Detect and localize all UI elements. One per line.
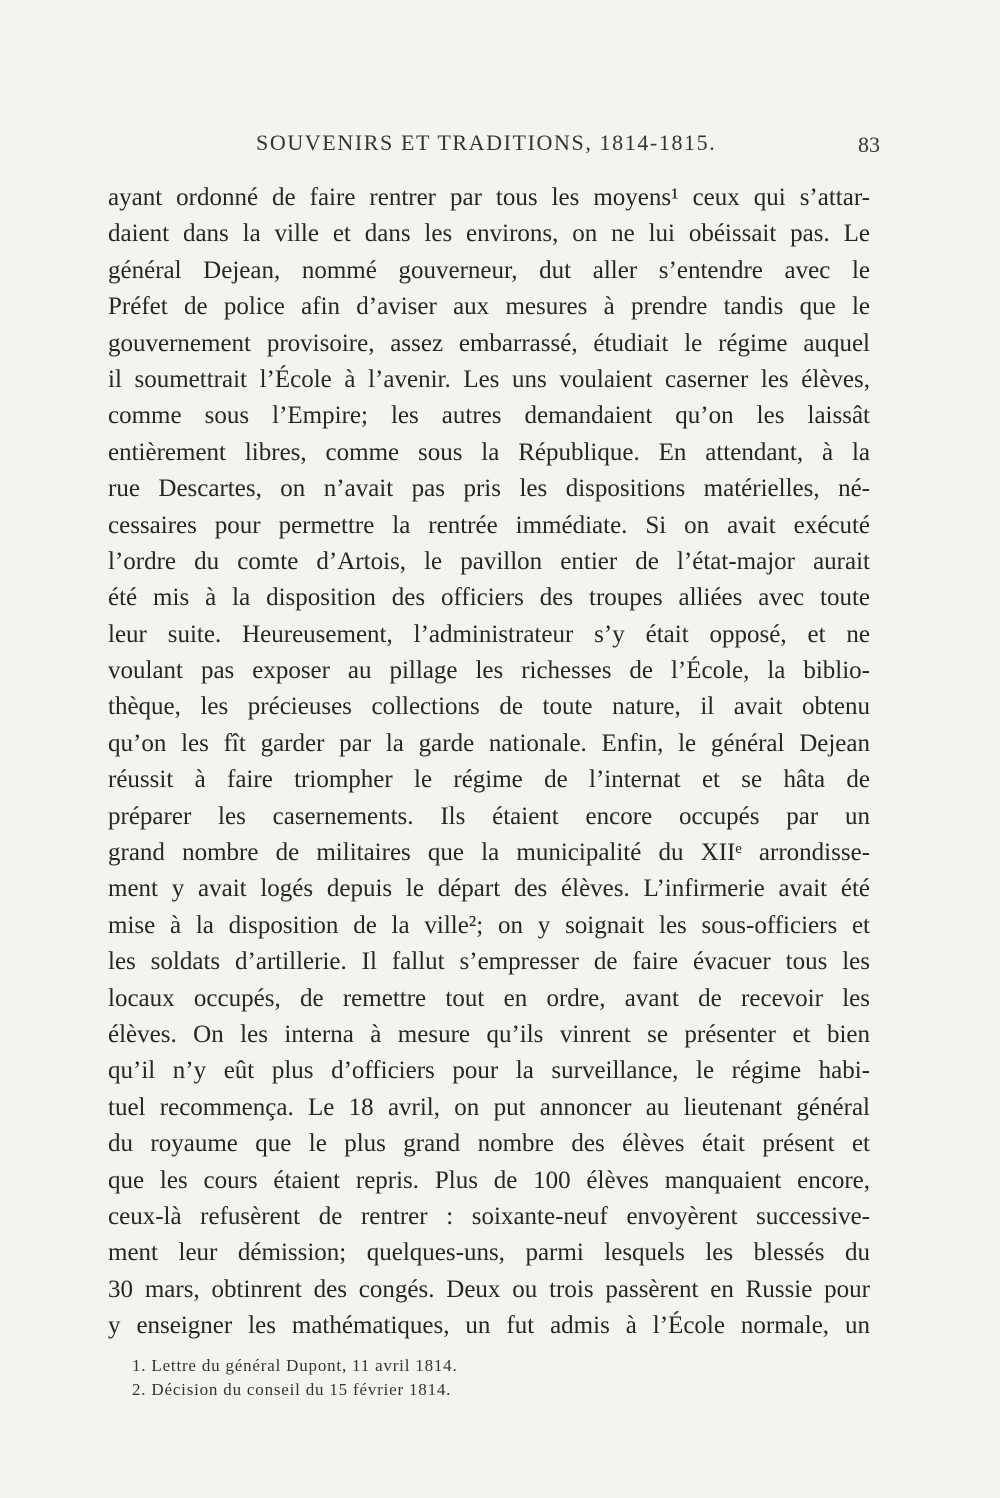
text-line: préparer les casernements. Ils étaient encore occupés par un bbox=[108, 802, 870, 830]
text-line: ayant ordonné de faire rentrer par tous les moyens¹ ceux qui s’attar- bbox=[108, 184, 870, 211]
body-text bbox=[108, 180, 870, 1345]
text-line: du royaume que le plus grand nombre des élèves était présent et bbox=[108, 1130, 870, 1158]
text-line: élèves. On les interna à mesure qu’ils vinrent se présenter et bien bbox=[108, 1020, 870, 1048]
text-line: réussit à faire triompher le régime de l’internat et se hâta de bbox=[108, 766, 870, 794]
text-line: qu’on les fît garder par la garde nationale. Enfin, le général Dejean bbox=[108, 729, 870, 757]
text-line: que les cours étaient repris. Plus de 100 élèves manquaient encore, bbox=[108, 1166, 870, 1194]
text-line: général Dejean, nommé gouverneur, dut aller s’entendre avec le bbox=[108, 256, 870, 284]
text-line: mise à la disposition de la ville²; on y soignait les sous-officiers et bbox=[108, 911, 870, 939]
running-title: SOUVENIRS ET TRADITIONS, 1814-1815. bbox=[256, 130, 717, 155]
text-line: rue Descartes, on n’avait pas pris les dispositions matérielles, né- bbox=[108, 475, 870, 503]
text-line: tuel recommença. Le 18 avril, on put annoncer au lieutenant général bbox=[108, 1093, 870, 1121]
text-line: gouvernement provisoire, assez embarrassé, étudiait le régime auquel bbox=[108, 329, 870, 357]
footnote-1: 1. Lettre du général Dupont, 11 avril 1814. bbox=[132, 1356, 458, 1375]
text-line: leur suite. Heureusement, l’administrateur s’y était opposé, et ne bbox=[108, 620, 870, 648]
text-line: il soumettrait l’École à l’avenir. Les uns voulaient caserner les élèves, bbox=[108, 365, 870, 393]
text-line: été mis à la disposition des officiers des troupes alliées avec toute bbox=[108, 584, 870, 612]
text-line: ceux-là refusèrent de rentrer : soixante-neuf envoyèrent successive- bbox=[108, 1202, 870, 1230]
text-line: 30 mars, obtinrent des congés. Deux ou trois passèrent en Russie pour bbox=[108, 1275, 870, 1303]
page-header bbox=[108, 130, 880, 162]
text-line: comme sous l’Empire; les autres demandaient qu’on les laissât bbox=[108, 402, 870, 430]
text-line: qu’il n’y eût plus d’officiers pour la surveillance, le régime habi- bbox=[108, 1057, 870, 1085]
text-line: thèque, les précieuses collections de toute nature, il avait obtenu bbox=[108, 693, 870, 721]
footnotes bbox=[132, 1354, 832, 1402]
text-line: ment leur démission; quelques-uns, parmi lesquels les blessés du bbox=[108, 1239, 870, 1267]
text-line: locaux occupés, de remettre tout en ordre, avant de recevoir les bbox=[108, 984, 870, 1012]
text-line: y enseigner les mathématiques, un fut admis à l’École normale, un bbox=[108, 1312, 870, 1340]
text-line: ment y avait logés depuis le départ des élèves. L’infirmerie avait été bbox=[108, 875, 870, 903]
text-line: les soldats d’artillerie. Il fallut s’empresser de faire évacuer tous les bbox=[108, 948, 870, 976]
text-line: cessaires pour permettre la rentrée immédiate. Si on avait exécuté bbox=[108, 511, 870, 539]
footnote-2: 2. Décision du conseil du 15 février 1814. bbox=[132, 1380, 452, 1399]
text-line: entièrement libres, comme sous la République. En attendant, à la bbox=[108, 438, 870, 466]
text-line: voulant pas exposer au pillage les richesses de l’École, la biblio- bbox=[108, 657, 870, 685]
text-line: grand nombre de militaires que la municipalité du XIIᵉ arrondisse- bbox=[108, 839, 870, 867]
text-line: Préfet de police afin d’aviser aux mesures à prendre tandis que le bbox=[108, 293, 870, 321]
page-number: 83 bbox=[858, 132, 880, 157]
text-line: l’ordre du comte d’Artois, le pavillon entier de l’état-major aurait bbox=[108, 547, 870, 575]
text-line: daient dans la ville et dans les environs, on ne lui obéissait pas. Le bbox=[108, 220, 870, 248]
